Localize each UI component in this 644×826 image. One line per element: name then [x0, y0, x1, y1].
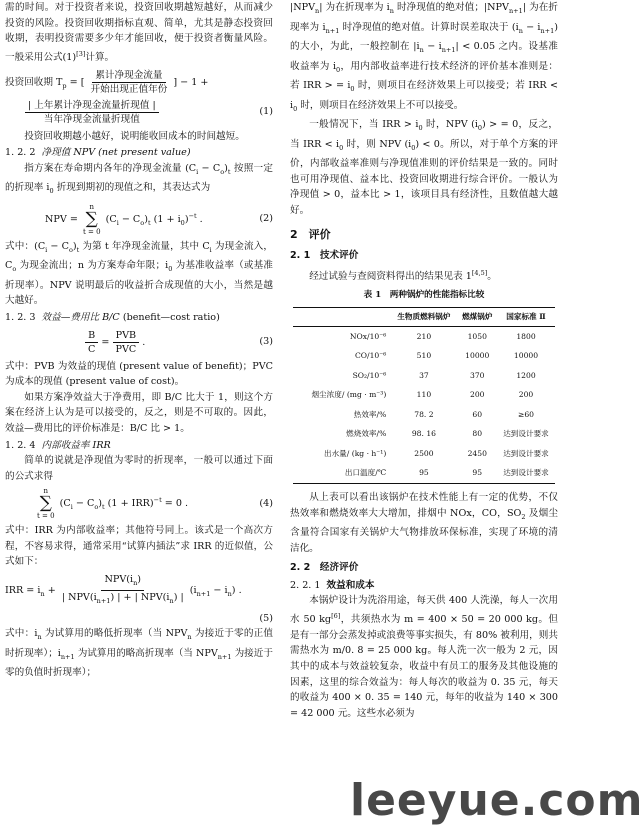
table-cell: 200 [470, 390, 485, 400]
equation-1-cont: $\frac{\text{| 上年累计净现金流量折现值 |}}{\text{当年净现金流量折现值}}$ (1) [5, 99, 273, 126]
paragraph: 式中：$i_n$ 为试算用的略低折现率（当 $NPV_n$ 为接近于零的正值时折现率）；$i_{n+1}$ 为试算用的略高折现率（当 $NPV_{n+1}$ 为接近于零的负值时折现率）； [5, 628, 273, 679]
table-cell: 1200 [516, 370, 536, 380]
right-column [290, 0, 558, 721]
table-row [293, 405, 555, 425]
table-row [293, 346, 555, 366]
section-heading-2-2-1: 2. 2. 1 效益和成本 [290, 579, 375, 591]
equation-3: $\frac{B}{C}$ = $\frac{\text{PVB}}{\text{PVC}}$ . (3) [5, 329, 273, 356]
equation-number: (2) [259, 213, 273, 225]
equation-2: NPV = n ∑ t = 0 $(C_i - C_o)_t$ $(1 + i_0)^{-t}$ . (2) [45, 202, 273, 236]
row-label: 燃烧效率/% [346, 429, 387, 439]
table-header-cell: 国家标准 Ⅱ [506, 311, 546, 321]
table-cell: 95 [472, 468, 483, 478]
table-row [293, 463, 555, 483]
section-heading-2-2: 2. 2 经济评价 [290, 562, 359, 574]
paragraph: 从上表可以看出该锅炉在技术性能上有一定的优势，不仅热效率和燃烧效率大大增加，排烟中 NOx，CO，$SO_2$ 及烟尘含量符合国家有关锅炉大气物排放环保标准，实现了环境的清洁化。 [290, 491, 558, 554]
table-row [293, 366, 555, 386]
row-label: 出口温度/℃ [344, 468, 387, 478]
table-cell: 2450 [467, 448, 487, 458]
table-cell: ≥60 [517, 409, 534, 419]
equation-4: n ∑ t = 0 $(C_i - C_o)_t$ (1 + IRR)$^{-t}$ = 0 . (4) [37, 487, 273, 521]
table-cell: 37 [419, 370, 429, 380]
paragraph: 简单的说就是净现值为零时的折现率，一般可以通过下面的公式求得 [5, 455, 273, 482]
row-label: CO/10⁻⁶ [355, 351, 387, 361]
table-cell: 60 [472, 409, 483, 419]
table-cell: 110 [416, 390, 432, 400]
table-cell: 370 [470, 370, 485, 380]
row-label: NOx/10⁻⁶ [349, 331, 387, 341]
table-header-cell: 燃煤锅炉 [462, 311, 493, 321]
table-header-cell: 生物质燃料锅炉 [397, 311, 451, 321]
watermark: leeyue.com [350, 775, 644, 826]
paragraph: $|NPV_n|$ 为在折现率为 $i_n$ 时净现值的绝对值；$|NPV_{n+1}|$ 为在折现率为 $i_{n+1}$ 时净现值的绝对值。计算时误差取决于 $(i_n - i_{n+1})$ 的大小，为此，一般控制在 $|i_n - i_{n+1}| < 0.05$ 之内。设基准收益率为 $i_0$，用内部收益率进行技术经济的评价基本准则是：若 IRR > = $i_0$ 时，则项目在经济效果上可以接受；若 IRR < $i_0$ 时，则项目在经济效果上不可以接受。 [290, 2, 558, 113]
paragraph: 指方案在寿命期内各年的净现金流量 $(C_i - C_o)_t$ 按照一定的折现率 $i_0$ 折现到期初的现值之和，其表达式为 [5, 162, 273, 196]
paragraph: 式中：$(C_i - C_o)_t$ 为第 t 年净现金流量，其中 $C_i$ 为现金流入，$C_o$ 为现金流出；n 为方案寿命年限；$i_0$ 为基准收益率（或基准折现率）。NPV 说明最后的收益折合成现值的大小，当然是越大越好。 [5, 240, 273, 307]
equation-number-row [5, 611, 273, 627]
table-cell: 510 [416, 351, 432, 361]
table-cell: 达到设计要求 [503, 429, 549, 439]
paragraph: 经过试验与查阅资料得出的结果见表 1[4,5]。 [309, 268, 497, 282]
section-heading-1-2-2: 1. 2. 2 净现值 NPV (net present value) [5, 147, 191, 159]
row-label: SO₂/10⁻⁶ [352, 370, 387, 380]
paragraph: 式中：PVB 为效益的现值 (present value of benefit)；PVC 为成本的现值 (present value of cost)。 [5, 360, 273, 388]
performance-table [293, 307, 555, 484]
section-heading-1-2-4: 1. 2. 4 内部收益率 IRR [5, 439, 111, 451]
section-heading-1-2-3: 1. 2. 3 效益—费用比 B/C (benefit—cost ratio) [5, 311, 220, 323]
table-cell: 1050 [467, 331, 487, 341]
table-body [293, 326, 555, 483]
table-cell: 10000 [465, 351, 490, 361]
table-row [293, 424, 555, 444]
table-cell: 98. 16 [411, 429, 436, 439]
table-cell: 达到设计要求 [503, 468, 549, 478]
paragraph: 式中：IRR 为内部收益率；其他符号同上。该式是一个高次方程，不容易求得，通常采用“试算内插法”求 IRR 的近似值，公式如下： [5, 525, 273, 568]
paragraph: 本锅炉设计为洗浴用途，每天供 400 人洗澡，每人一次用水 50 kg[6]，共须热水为 m = 400 × 50 = 20 000 kg。但是有一部分会蒸发掉或浪费等事实损失，有 80% 被利用，则共需热水为 m/0. 8 = 25 000 kg。每人洗一次一般为 2 元，因其中的成本与效益较复杂，收益中有员工的服务及其他设施的因素，这里的综合效益为：每人每次的收益为 0. 35 元，每天的收益为 400 × 0. 35 = 140 元，每年的收益为 140 × 300 = 42 000 元。这些水必须为 [290, 595, 558, 719]
citation: [4,5] [471, 268, 488, 277]
citation: [6] [331, 612, 341, 620]
table-cell: 1800 [516, 331, 536, 341]
table-cell: 210 [416, 331, 432, 341]
table-row [293, 444, 555, 464]
equation-number: (5) [259, 612, 273, 624]
equation-number: (3) [259, 336, 273, 348]
paragraph: 如果方案净效益大于净费用，即 B/C 比大于 1，则这个方案在经济上认为是可以接受的，反之，则是不可取的。因此，效益—费用比的评价标准是：B/C 比 > 1。 [5, 391, 273, 434]
equation-number: (4) [259, 497, 273, 509]
equation-1: 投资回收期 $T_p$ = [ $\frac{\text{累计净现金流量}}{\text{开始出现正值年份}}$ ] − 1 + [5, 69, 209, 95]
table-caption: 表 1 两种锅炉的性能指标比较 [363, 290, 485, 301]
citation: [3] [76, 49, 86, 58]
row-label: 烟尘浓度/ (mg · m⁻³) [311, 390, 387, 400]
section-heading-2-1: 2. 1 技术评价 [290, 249, 359, 261]
table-header-cell [293, 307, 390, 326]
table-cell: 80 [472, 429, 483, 439]
row-label: 出水量/ (kg · h⁻¹) [323, 448, 387, 458]
table-cell: 78. 2 [414, 409, 434, 419]
table-cell: 2500 [414, 448, 434, 458]
table-header-row [293, 307, 555, 326]
table-row [293, 326, 555, 346]
left-column [5, 0, 273, 681]
paragraph: 投资回收期越小越好，说明能收回成本的时间越短。 [24, 130, 245, 142]
table-cell: 200 [518, 390, 534, 400]
table-cell: 95 [419, 468, 429, 478]
table-row [293, 385, 555, 405]
equation-5: IRR = $i_n$ + $\frac{NPV(i_n)}{| NPV(i_{n+1}) | + | NPV(i_n) |}$ $(i_{n+1} - i_n)$ . [5, 574, 242, 605]
section-heading-2: 2 评价 [290, 228, 331, 242]
row-label: 热效率/% [353, 409, 387, 419]
paragraph: 一般情况下，当 IRR > $i_0$ 时，NPV $(i_0)$ > = 0，反之，当 IRR < $i_0$ 时，则 NPV $(i_0) < 0$。所以，对于单个方案的评价，内部收益率准则与净现值准则的评价结果是一致的。同时也可用净现值、益本比、投资回收期进行综合评价。一般认为净现值 > 0，益本比 > 1，该项目具有经济性，且数值越大越好。 [290, 119, 558, 216]
equation-number: (1) [259, 106, 273, 118]
paragraph: 需的时间。对于投资者来说，投资回收期越短越好，从而减少投资的风险。投资回收期指标直观、简单，尤其是静态投资回收期，表明投资需要多少年才能回收，便于投资者衡量风险。一般采用公式(1)[3]计算。 [5, 2, 273, 63]
table-cell: 达到设计要求 [503, 448, 549, 458]
table-cell: 10000 [513, 351, 539, 361]
